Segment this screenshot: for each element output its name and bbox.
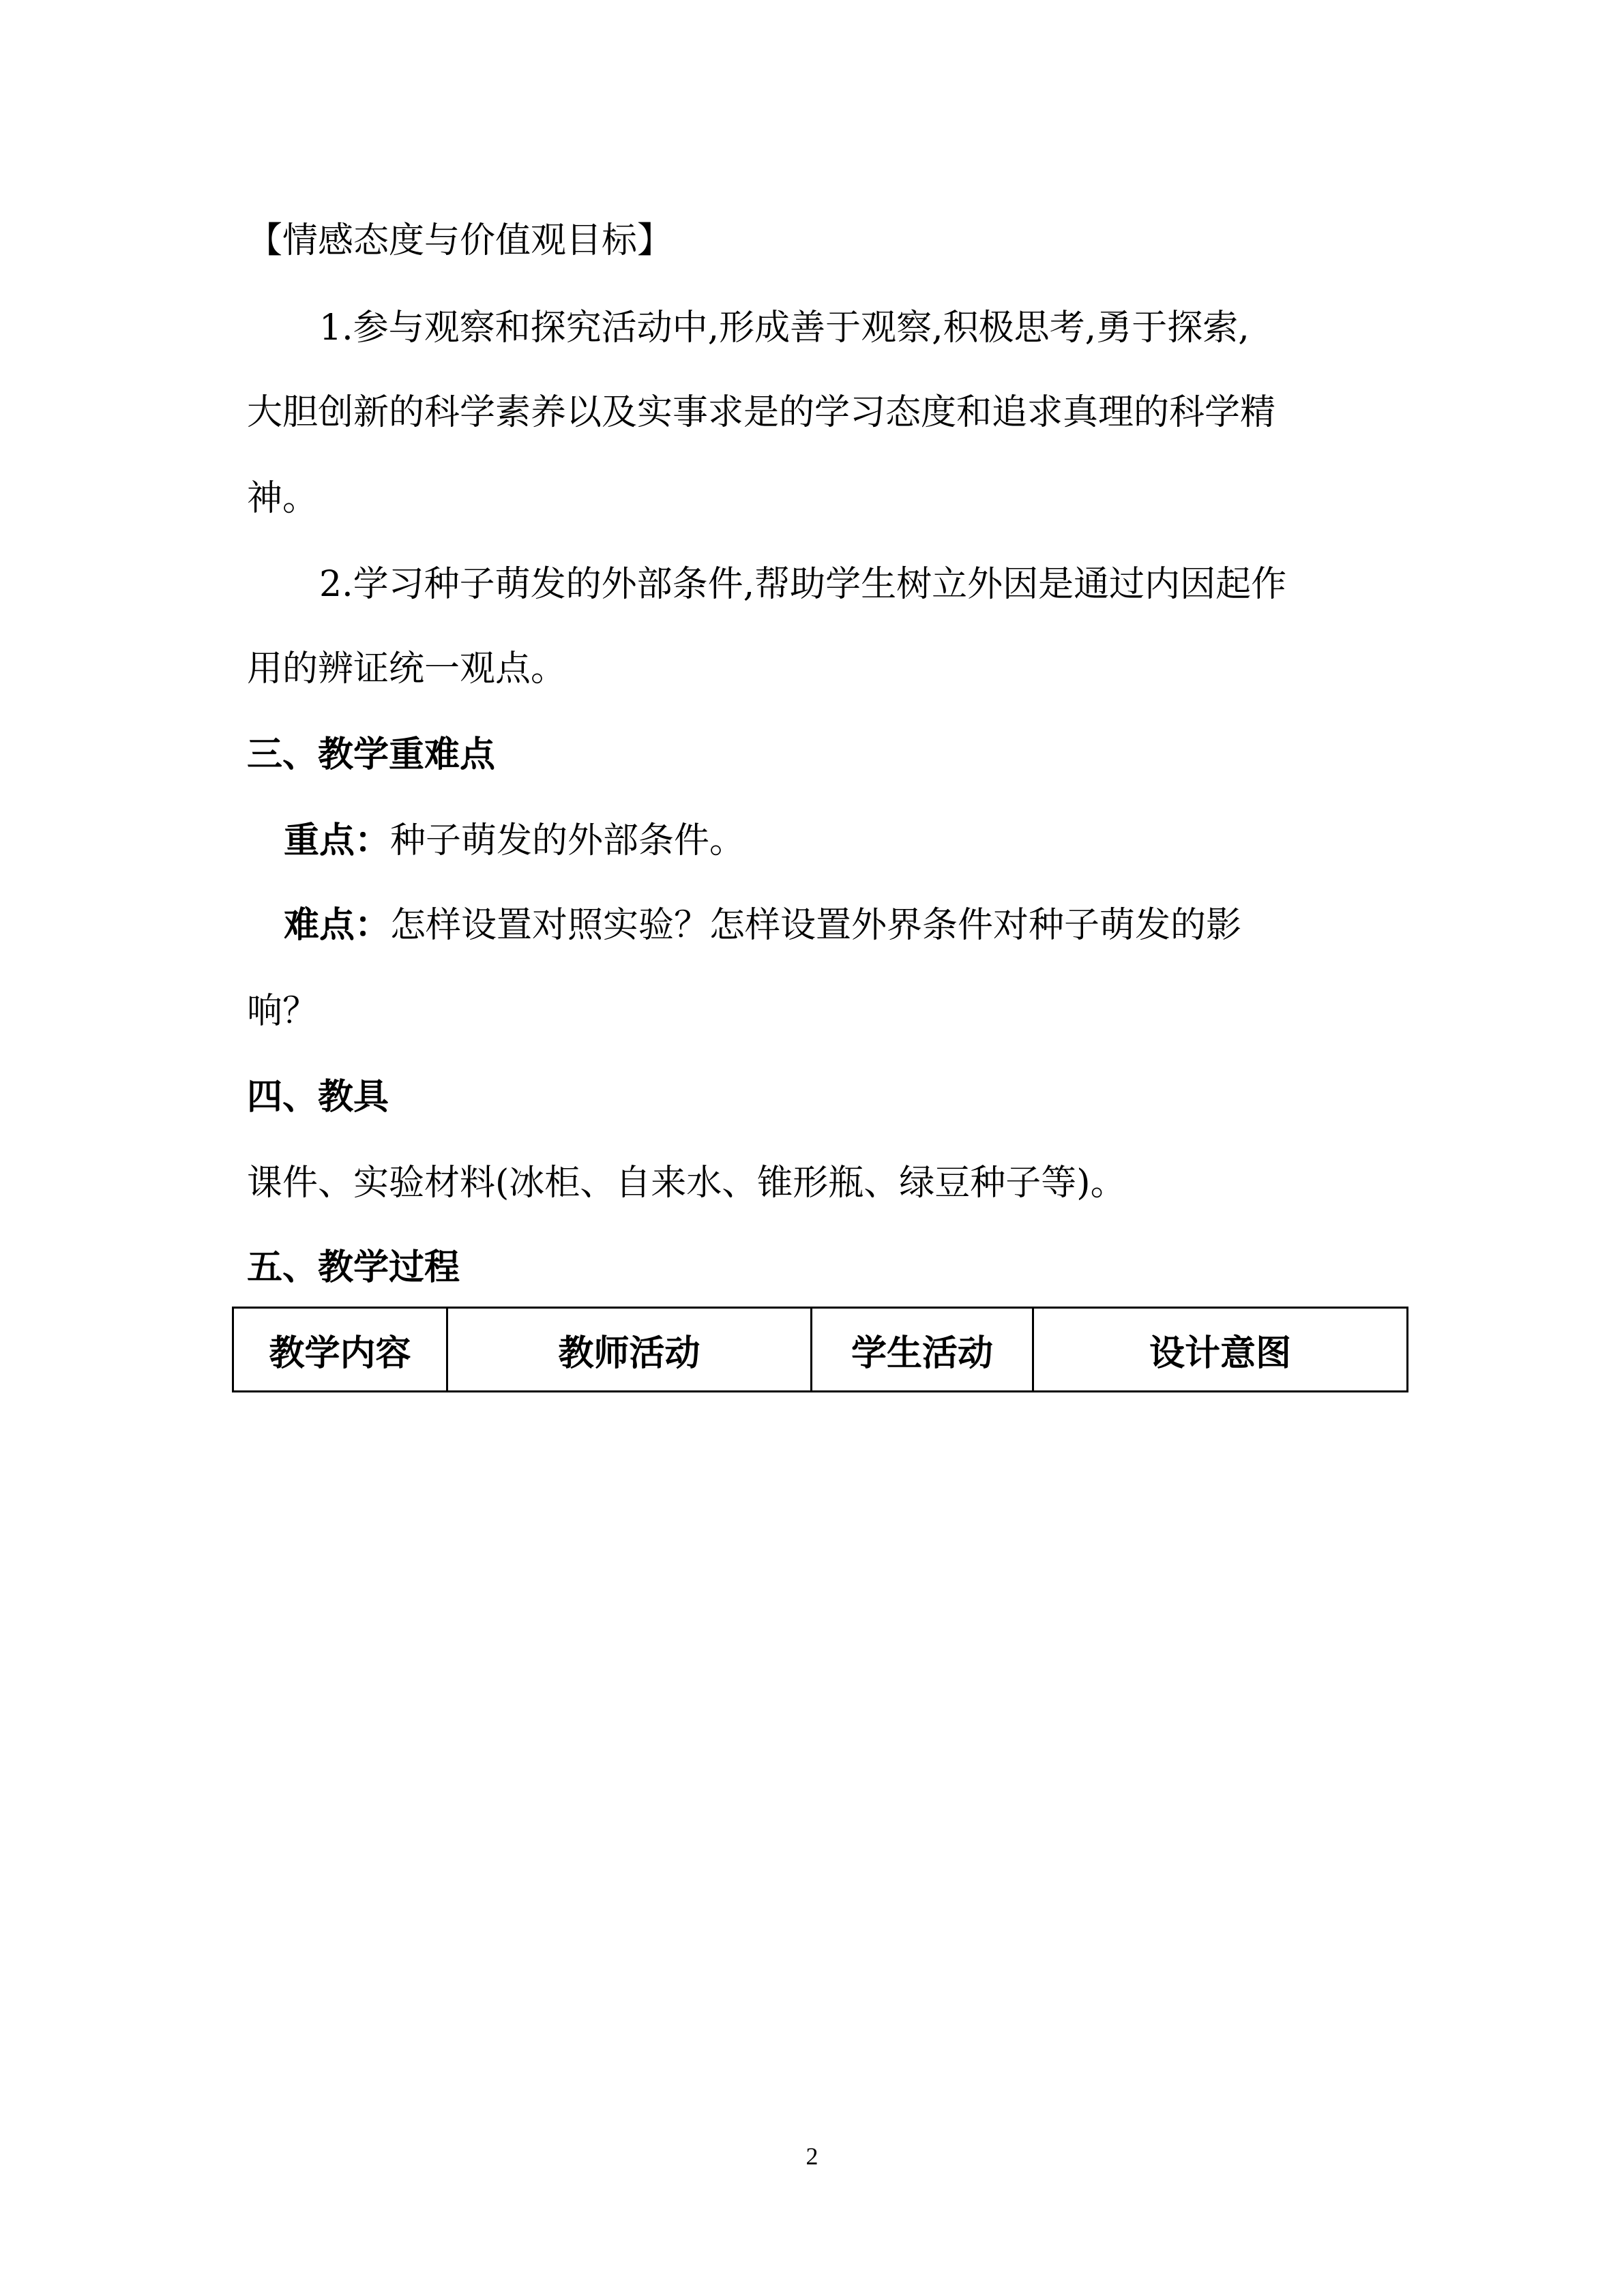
page-number: 2	[806, 2143, 818, 2170]
key-point	[284, 817, 745, 865]
difficult-point-label: 难点：	[284, 905, 391, 946]
affective-goals-heading: 【情感态度与价值观目标】	[247, 220, 673, 261]
difficult-point-line-2: 响？	[247, 991, 319, 1032]
teaching-process-table	[232, 1307, 1408, 1392]
goal-2-line-2: 用的辨证统一观点。	[247, 648, 567, 689]
table-header-design-intent: 设计意图	[1149, 1332, 1291, 1374]
section-4-heading: 四、教具	[247, 1077, 389, 1118]
goal-1-line-2: 大胆创新的科学素养以及实事求是的学习态度和追求真理的科学精	[247, 392, 1276, 433]
difficult-point	[284, 901, 1241, 949]
goal-1-line-3: 神。	[247, 478, 319, 519]
goal-1-line-1: 1.参与观察和探究活动中,形成善于观察,积极思考,勇于探索,	[319, 308, 1250, 348]
section-3-heading: 三、教学重难点	[247, 734, 496, 775]
table-header-teacher-activity: 教师活动	[448, 1309, 812, 1390]
difficult-point-text: 怎样设置对照实验？怎样设置外界条件对种子萌发的影	[390, 905, 1242, 946]
teaching-aids-text: 课件、实验材料(冰柜、自来水、锥形瓶、绿豆种子等)。	[247, 1163, 1126, 1204]
table-header-content: 教学内容	[234, 1309, 448, 1390]
key-point-label: 重点：	[284, 820, 391, 861]
section-5-heading: 五、教学过程	[247, 1247, 460, 1288]
key-point-text: 种子萌发的外部条件。	[390, 820, 745, 861]
goal-2-line-1: 2.学习种子萌发的外部条件,帮助学生树立外因是通过内因起作	[319, 564, 1287, 605]
table-header-student-activity: 学生活动	[812, 1309, 1034, 1390]
